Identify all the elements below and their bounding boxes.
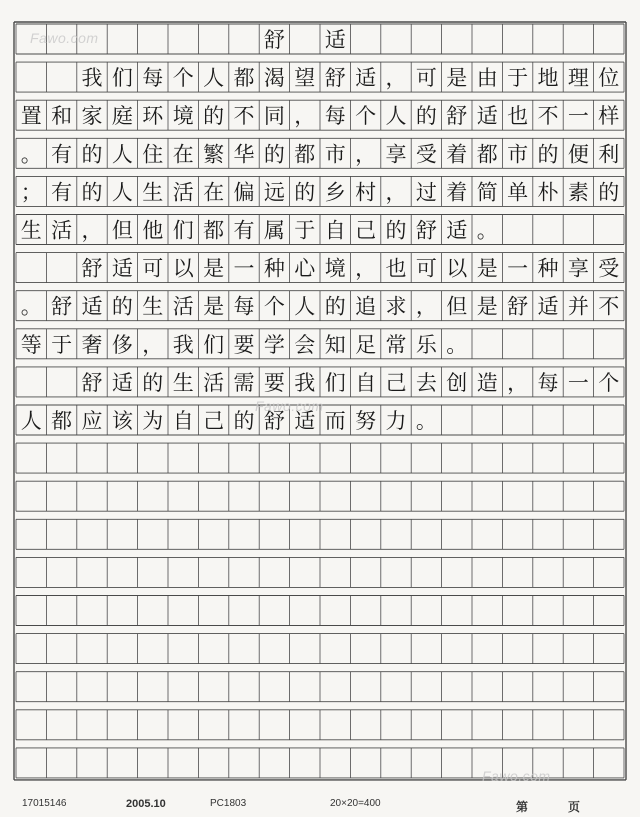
handwritten-char: 但 <box>446 294 468 319</box>
handwritten-char: 是 <box>476 294 498 319</box>
handwritten-char: 的 <box>385 218 407 243</box>
handwritten-char: 乐 <box>415 332 437 357</box>
handwritten-char: 个 <box>598 370 620 395</box>
page-label-second: 页 <box>568 800 581 814</box>
handwritten-char: 但 <box>111 218 133 243</box>
handwritten-char: 个 <box>355 104 377 129</box>
handwritten-char: 朴 <box>537 180 559 205</box>
handwritten-char: ， <box>142 332 164 357</box>
handwritten-char: 该 <box>111 409 133 433</box>
handwritten-char: 每 <box>142 66 164 91</box>
handwritten-char: 的 <box>81 180 103 205</box>
handwritten-char: 的 <box>537 142 559 167</box>
handwritten-char: 地 <box>537 66 559 91</box>
handwritten-char: 心 <box>294 256 316 281</box>
handwritten-char: 。 <box>415 409 437 433</box>
handwritten-char: 舒 <box>263 409 285 433</box>
handwritten-char: 受 <box>415 142 437 167</box>
handwritten-char: 在 <box>203 180 225 205</box>
handwritten-char: 也 <box>507 104 529 129</box>
handwritten-char: 的 <box>263 142 285 167</box>
handwritten-char: 由 <box>476 66 498 91</box>
handwritten-char: 境 <box>324 256 346 281</box>
handwritten-char: 己 <box>203 409 225 433</box>
handwritten-char: 一 <box>507 256 529 281</box>
handwritten-char: 适 <box>476 104 498 129</box>
handwritten-char: 们 <box>111 66 133 91</box>
handwritten-char: 都 <box>476 142 498 167</box>
handwritten-char: 便 <box>567 142 589 167</box>
handwritten-char: 在 <box>172 142 194 167</box>
handwritten-char: 市 <box>324 142 346 167</box>
handwritten-char: 个 <box>172 66 194 91</box>
handwritten-char: 人 <box>385 104 407 129</box>
handwritten-char: 位 <box>598 66 620 91</box>
handwritten-char: 常 <box>385 332 407 357</box>
handwritten-char: 舒 <box>51 294 73 319</box>
handwritten-char: 有 <box>233 218 255 243</box>
handwritten-char: 适 <box>324 28 346 52</box>
handwritten-char: 会 <box>294 332 316 357</box>
handwritten-char: 适 <box>537 294 559 319</box>
handwritten-char: 样 <box>598 104 620 129</box>
handwritten-char: 。 <box>20 294 42 319</box>
handwritten-char: 知 <box>324 332 346 357</box>
handwritten-char: 和 <box>51 104 73 129</box>
handwritten-char: 求 <box>385 294 407 319</box>
handwritten-char: 为 <box>142 409 164 433</box>
handwritten-char: 的 <box>294 180 316 205</box>
paper-footer <box>0 796 640 814</box>
handwritten-char: 着 <box>446 142 468 167</box>
handwritten-char: 渴 <box>263 66 285 91</box>
handwritten-char: 力 <box>385 409 407 433</box>
handwritten-char: 们 <box>203 332 225 357</box>
handwritten-char: 的 <box>203 104 225 129</box>
handwritten-char: 置 <box>20 104 42 129</box>
handwritten-char: 着 <box>446 180 468 205</box>
handwritten-char: ， <box>415 294 437 319</box>
handwritten-char: 他 <box>142 218 164 243</box>
handwritten-char: 境 <box>172 104 194 129</box>
handwritten-char: 努 <box>355 409 377 433</box>
handwritten-char: 。 <box>20 142 42 167</box>
handwritten-char: 是 <box>203 256 225 281</box>
handwritten-char: ， <box>81 218 103 243</box>
handwritten-char: 于 <box>51 332 73 357</box>
handwritten-char: 的 <box>142 370 164 395</box>
handwritten-char: 庭 <box>111 104 133 129</box>
handwritten-char: 奢 <box>81 332 103 357</box>
watermark: Fawo.com <box>255 398 324 414</box>
handwritten-char: 生 <box>20 218 42 243</box>
handwritten-char: 活 <box>51 218 73 243</box>
handwritten-char: 可 <box>415 256 437 281</box>
handwritten-char: 都 <box>51 409 73 433</box>
handwritten-char: 人 <box>111 142 133 167</box>
handwritten-char: 一 <box>233 256 255 281</box>
handwritten-char: 舒 <box>415 218 437 243</box>
handwritten-char: 每 <box>233 294 255 319</box>
handwritten-char: 素 <box>567 180 589 205</box>
handwritten-char: 的 <box>415 104 437 129</box>
handwritten-char: 的 <box>111 294 133 319</box>
handwritten-char: 个 <box>263 294 285 319</box>
handwritten-char: 简 <box>476 180 498 205</box>
handwritten-char: 活 <box>203 370 225 395</box>
handwritten-char: 一 <box>567 104 589 129</box>
handwritten-char: 舒 <box>81 370 103 395</box>
handwritten-char: 应 <box>81 409 103 433</box>
handwritten-char: 适 <box>446 218 468 243</box>
handwritten-char: 活 <box>172 180 194 205</box>
handwritten-char: 去 <box>415 370 437 395</box>
handwritten-char: 的 <box>598 180 620 205</box>
handwritten-char: 侈 <box>111 332 133 357</box>
handwritten-char: 适 <box>294 409 316 433</box>
handwritten-char: ， <box>355 256 377 281</box>
handwritten-char: 创 <box>446 370 468 395</box>
handwritten-char: ， <box>385 180 407 205</box>
handwritten-char: 舒 <box>507 294 529 319</box>
handwritten-char: ， <box>507 370 529 395</box>
handwritten-char: 过 <box>415 180 437 205</box>
handwritten-char: ， <box>355 142 377 167</box>
handwritten-char: 村 <box>355 180 377 205</box>
handwritten-char: 人 <box>111 180 133 205</box>
handwritten-char: 们 <box>172 218 194 243</box>
handwritten-char: 同 <box>263 104 285 129</box>
paper-code: 17015146 <box>22 798 67 809</box>
handwritten-char: 而 <box>324 409 346 433</box>
handwritten-char: 适 <box>81 294 103 319</box>
handwritten-char: 有 <box>51 180 73 205</box>
handwritten-char: 以 <box>446 256 468 281</box>
handwritten-char: 并 <box>567 294 589 319</box>
handwritten-char: 每 <box>324 104 346 129</box>
handwritten-char: 舒 <box>81 256 103 281</box>
handwritten-char: 需 <box>233 370 255 395</box>
handwritten-char: 也 <box>385 256 407 281</box>
handwritten-char: 环 <box>142 104 164 129</box>
watermark: Fawo.com <box>30 30 99 46</box>
handwritten-char: 适 <box>111 256 133 281</box>
handwritten-char: 都 <box>233 66 255 91</box>
handwritten-char: 繁 <box>203 142 225 167</box>
handwritten-char: 是 <box>203 294 225 319</box>
handwritten-char: ， <box>385 66 407 91</box>
handwritten-char: 种 <box>537 256 559 281</box>
handwritten-char: 舒 <box>263 28 285 52</box>
paper-date: 2005.10 <box>126 798 166 810</box>
handwritten-char: 于 <box>507 66 529 91</box>
handwritten-char: 们 <box>324 370 346 395</box>
handwritten-char: 享 <box>567 256 589 281</box>
handwritten-char: 活 <box>172 294 194 319</box>
handwritten-char: 以 <box>172 256 194 281</box>
handwritten-char: 我 <box>294 370 316 395</box>
handwritten-char: 舒 <box>446 104 468 129</box>
handwritten-char: ； <box>20 180 42 205</box>
handwritten-char: 我 <box>172 332 194 357</box>
handwritten-char: 都 <box>294 142 316 167</box>
handwritten-char: 人 <box>203 66 225 91</box>
handwritten-char: 己 <box>355 218 377 243</box>
handwritten-char: 造 <box>476 370 498 395</box>
handwritten-char: 人 <box>294 294 316 319</box>
handwritten-char: 不 <box>233 104 255 129</box>
handwritten-char: 自 <box>172 409 194 433</box>
page-label-first: 第 <box>516 800 529 814</box>
handwritten-char: 学 <box>263 332 285 357</box>
handwritten-char: 。 <box>476 218 498 243</box>
handwritten-char: 有 <box>51 142 73 167</box>
handwritten-char: 于 <box>294 218 316 243</box>
handwritten-char: 理 <box>567 66 589 91</box>
handwritten-char: 等 <box>20 332 42 357</box>
handwritten-char: 华 <box>233 142 255 167</box>
handwritten-char: 的 <box>233 409 255 433</box>
handwritten-char: ， <box>294 104 316 129</box>
handwritten-char: 乡 <box>324 180 346 205</box>
handwritten-char: 的 <box>81 142 103 167</box>
handwritten-char: 望 <box>294 66 316 91</box>
paper-pc: PC1803 <box>210 798 247 809</box>
handwritten-char: 生 <box>142 180 164 205</box>
handwritten-char: 一 <box>567 370 589 395</box>
handwritten-char: 偏 <box>233 180 255 205</box>
handwritten-char: 适 <box>111 370 133 395</box>
handwritten-char: 不 <box>537 104 559 129</box>
handwritten-char: 人 <box>20 409 42 433</box>
handwritten-char: 是 <box>476 256 498 281</box>
handwritten-char: 受 <box>598 256 620 281</box>
handwritten-char: 住 <box>142 142 164 167</box>
handwritten-char: 是 <box>446 66 468 91</box>
handwritten-char: 利 <box>598 142 620 167</box>
handwritten-char: 足 <box>355 332 377 357</box>
handwritten-char: 适 <box>355 66 377 91</box>
handwritten-char: 市 <box>507 142 529 167</box>
handwritten-char: 我 <box>81 66 103 91</box>
handwritten-char: 的 <box>324 294 346 319</box>
handwritten-char: 属 <box>263 218 285 243</box>
handwritten-char: 生 <box>142 294 164 319</box>
handwritten-char: 可 <box>142 256 164 281</box>
handwritten-char: 可 <box>415 66 437 91</box>
handwritten-char: 自 <box>355 370 377 395</box>
handwritten-char: 都 <box>203 218 225 243</box>
handwritten-char: 要 <box>263 370 285 395</box>
handwritten-char: 种 <box>263 256 285 281</box>
handwritten-char: 己 <box>385 370 407 395</box>
grid-spec: 20×20=400 <box>330 798 381 809</box>
handwritten-char: 享 <box>385 142 407 167</box>
handwritten-char: 不 <box>598 294 620 319</box>
handwritten-char: 舒 <box>324 66 346 91</box>
handwritten-char: 生 <box>172 370 194 395</box>
handwritten-char: 每 <box>537 370 559 395</box>
handwritten-char: 家 <box>81 104 103 129</box>
handwritten-char: 远 <box>263 180 285 205</box>
handwritten-char: 。 <box>446 332 468 357</box>
handwritten-char: 自 <box>324 218 346 243</box>
handwritten-char: 追 <box>355 294 377 319</box>
handwritten-char: 单 <box>507 180 529 205</box>
handwritten-char: 要 <box>233 332 255 357</box>
watermark: Fawo.com <box>482 768 551 784</box>
